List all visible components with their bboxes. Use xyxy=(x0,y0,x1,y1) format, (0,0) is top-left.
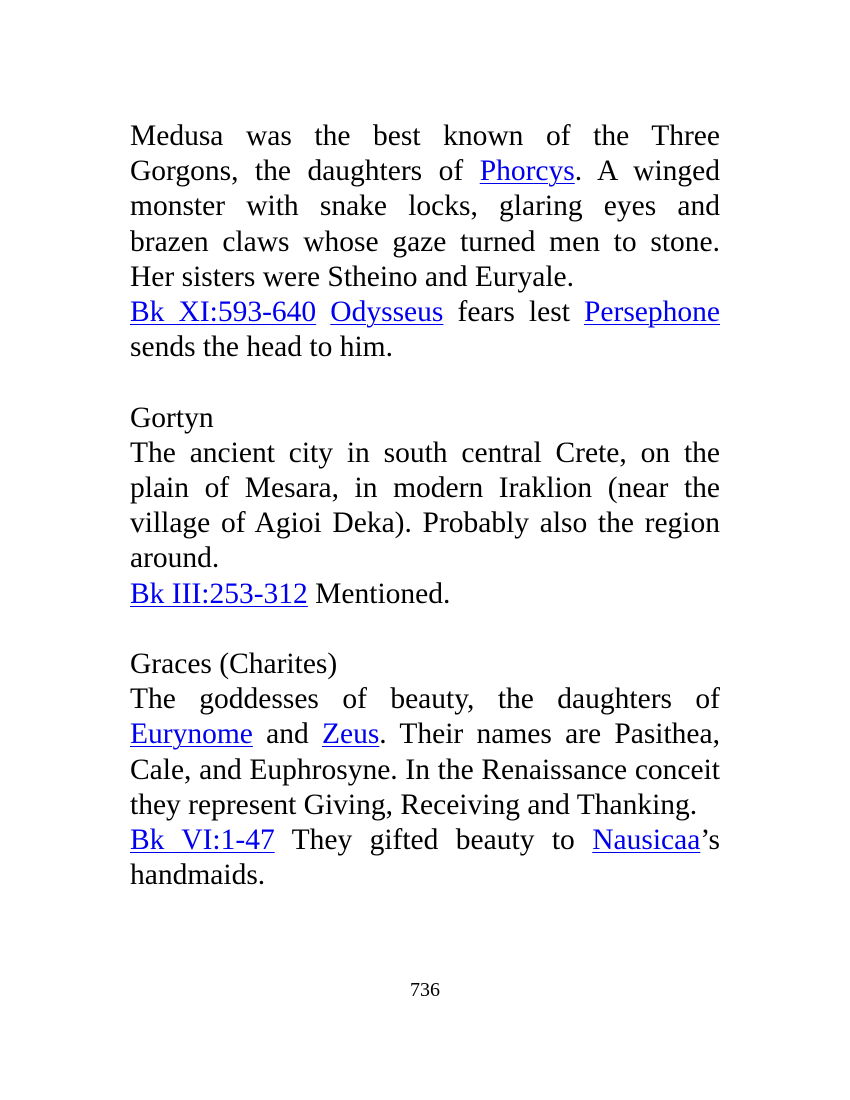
entry-title: Gortyn xyxy=(130,401,214,434)
cross-reference-link[interactable]: Nausicaa xyxy=(592,824,701,857)
entry-title: Graces (Charites) xyxy=(130,648,338,681)
cross-reference-link[interactable]: Persephone xyxy=(584,296,720,329)
entry-reference: Bk III:253-312 Mentioned. xyxy=(130,577,451,610)
glossary-page xyxy=(130,119,720,893)
cross-reference-link[interactable]: Bk XI:593-640 xyxy=(130,296,317,329)
entry-description: Medusa was the best known of the Three Gorgons, the daughters of Phorcys. A winged monster with snake locks, glaring eyes and brazen claws whose gaze turned men to stone. Her sisters were Stheino and Euryale. xyxy=(130,120,720,293)
cross-reference-link[interactable]: Eurynome xyxy=(130,718,253,751)
cross-reference-link[interactable]: Bk III:253-312 xyxy=(130,577,308,610)
spacer xyxy=(130,612,720,647)
page-number: 736 xyxy=(410,979,440,1001)
cross-reference-link[interactable]: Odysseus xyxy=(330,296,444,329)
entry-description: The ancient city in south central Crete, on the plain of Mesara, in modern Iraklion (near the village of Agioi Deka). Probably also the region around. xyxy=(130,436,720,575)
entry-description: The goddesses of beauty, the daughters of Eurynome and Zeus. Their names are Pasithea, Cale, and Euphrosyne. In the Renaissance conceit they represent Giving, Receiving and Thanking. xyxy=(130,683,720,821)
spacer xyxy=(130,365,720,400)
cross-reference-link[interactable]: Bk VI:1-47 xyxy=(130,824,275,857)
cross-reference-link[interactable]: Zeus xyxy=(321,718,380,751)
entry-reference: Bk XI:593-640 Odysseus fears lest Persephone sends the head to him. xyxy=(130,296,720,364)
entry-reference: Bk VI:1-47 They gifted beauty to Nausicaa’s handmaids. xyxy=(130,824,720,892)
cross-reference-link[interactable]: Phorcys xyxy=(479,155,575,188)
